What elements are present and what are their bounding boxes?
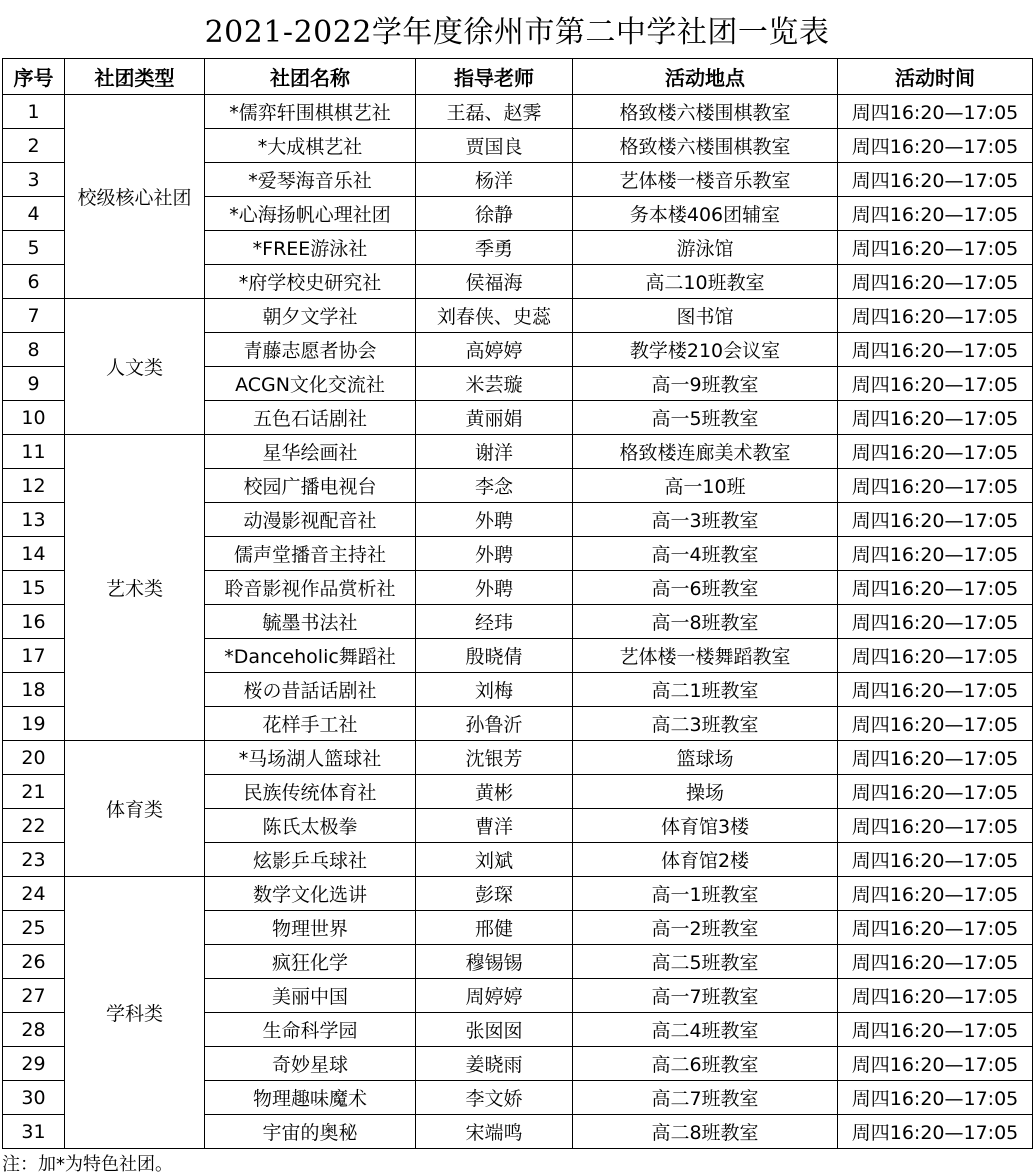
activity-time: 周四16:20—17:05 <box>838 95 1033 129</box>
teacher-name: 刘斌 <box>416 843 573 877</box>
activity-time: 周四16:20—17:05 <box>838 775 1033 809</box>
club-name: 青藤志愿者协会 <box>205 333 416 367</box>
club-name: 生命科学园 <box>205 1013 416 1047</box>
club-name: *心海扬帆心理社团 <box>205 197 416 231</box>
row-number: 3 <box>3 163 65 197</box>
activity-location: 高二1班教室 <box>573 673 838 707</box>
row-number: 28 <box>3 1013 65 1047</box>
teacher-name: 侯福海 <box>416 265 573 299</box>
activity-location: 格致楼六楼围棋教室 <box>573 95 838 129</box>
teacher-name: 彭琛 <box>416 877 573 911</box>
club-table <box>2 58 1033 1149</box>
teacher-name: 贾国良 <box>416 129 573 163</box>
activity-location: 高一10班 <box>573 469 838 503</box>
activity-time: 周四16:20—17:05 <box>838 469 1033 503</box>
activity-location: 高二6班教室 <box>573 1047 838 1081</box>
club-name: *FREE游泳社 <box>205 231 416 265</box>
club-name: 民族传统体育社 <box>205 775 416 809</box>
teacher-name: 外聘 <box>416 537 573 571</box>
activity-location: 篮球场 <box>573 741 838 775</box>
teacher-name: 刘梅 <box>416 673 573 707</box>
club-name: 动漫影视配音社 <box>205 503 416 537</box>
teacher-name: 曹洋 <box>416 809 573 843</box>
activity-location: 艺体楼一楼音乐教室 <box>573 163 838 197</box>
activity-time: 周四16:20—17:05 <box>838 197 1033 231</box>
club-name: ACGN文化交流社 <box>205 367 416 401</box>
header-location: 活动地点 <box>573 59 838 95</box>
row-number: 16 <box>3 605 65 639</box>
activity-time: 周四16:20—17:05 <box>838 843 1033 877</box>
header-time: 活动时间 <box>838 59 1033 95</box>
activity-location: 高一6班教室 <box>573 571 838 605</box>
activity-location: 高二10班教室 <box>573 265 838 299</box>
club-name: 疯狂化学 <box>205 945 416 979</box>
activity-time: 周四16:20—17:05 <box>838 571 1033 605</box>
activity-location: 高一8班教室 <box>573 605 838 639</box>
teacher-name: 黄丽娟 <box>416 401 573 435</box>
club-category: 学科类 <box>65 877 205 1149</box>
teacher-name: 李文娇 <box>416 1081 573 1115</box>
activity-location: 体育馆3楼 <box>573 809 838 843</box>
footnote: 注：加*为特色社团。 <box>2 1154 173 1175</box>
teacher-name: 外聘 <box>416 503 573 537</box>
club-name: *Danceholic舞蹈社 <box>205 639 416 673</box>
teacher-name: 李念 <box>416 469 573 503</box>
activity-time: 周四16:20—17:05 <box>838 265 1033 299</box>
row-number: 21 <box>3 775 65 809</box>
club-name: *府学校史研究社 <box>205 265 416 299</box>
row-number: 20 <box>3 741 65 775</box>
teacher-name: 张囡囡 <box>416 1013 573 1047</box>
row-number: 2 <box>3 129 65 163</box>
table-row <box>3 299 1033 333</box>
activity-time: 周四16:20—17:05 <box>838 639 1033 673</box>
teacher-name: 刘春侠、史蕊 <box>416 299 573 333</box>
row-number: 23 <box>3 843 65 877</box>
teacher-name: 王磊、赵霁 <box>416 95 573 129</box>
table-header-row <box>3 59 1033 95</box>
teacher-name: 徐静 <box>416 197 573 231</box>
teacher-name: 经玮 <box>416 605 573 639</box>
club-category: 校级核心社团 <box>65 95 205 299</box>
activity-location: 高一7班教室 <box>573 979 838 1013</box>
activity-time: 周四16:20—17:05 <box>838 299 1033 333</box>
club-name: 花样手工社 <box>205 707 416 741</box>
club-name: *儒弈轩围棋棋艺社 <box>205 95 416 129</box>
club-name: 儒声堂播音主持社 <box>205 537 416 571</box>
row-number: 9 <box>3 367 65 401</box>
teacher-name: 周婷婷 <box>416 979 573 1013</box>
activity-location: 高二7班教室 <box>573 1081 838 1115</box>
activity-time: 周四16:20—17:05 <box>838 911 1033 945</box>
activity-location: 高一1班教室 <box>573 877 838 911</box>
row-number: 24 <box>3 877 65 911</box>
row-number: 19 <box>3 707 65 741</box>
teacher-name: 穆锡锡 <box>416 945 573 979</box>
activity-time: 周四16:20—17:05 <box>838 979 1033 1013</box>
row-number: 4 <box>3 197 65 231</box>
activity-location: 高一4班教室 <box>573 537 838 571</box>
teacher-name: 黄彬 <box>416 775 573 809</box>
activity-time: 周四16:20—17:05 <box>838 877 1033 911</box>
club-name: 宇宙的奥秘 <box>205 1115 416 1149</box>
row-number: 7 <box>3 299 65 333</box>
activity-time: 周四16:20—17:05 <box>838 435 1033 469</box>
activity-location: 游泳馆 <box>573 231 838 265</box>
club-name: 数学文化选讲 <box>205 877 416 911</box>
activity-location: 高二5班教室 <box>573 945 838 979</box>
club-name: 物理世界 <box>205 911 416 945</box>
club-category: 艺术类 <box>65 435 205 741</box>
activity-time: 周四16:20—17:05 <box>838 129 1033 163</box>
row-number: 30 <box>3 1081 65 1115</box>
activity-time: 周四16:20—17:05 <box>838 1013 1033 1047</box>
activity-time: 周四16:20—17:05 <box>838 333 1033 367</box>
activity-time: 周四16:20—17:05 <box>838 1115 1033 1149</box>
row-number: 18 <box>3 673 65 707</box>
activity-time: 周四16:20—17:05 <box>838 673 1033 707</box>
activity-location: 高一5班教室 <box>573 401 838 435</box>
row-number: 29 <box>3 1047 65 1081</box>
table-row <box>3 95 1033 129</box>
row-number: 6 <box>3 265 65 299</box>
activity-time: 周四16:20—17:05 <box>838 605 1033 639</box>
header-club-type: 社团类型 <box>65 59 205 95</box>
row-number: 12 <box>3 469 65 503</box>
club-name: 聆音影视作品赏析社 <box>205 571 416 605</box>
activity-location: 教学楼210会议室 <box>573 333 838 367</box>
club-name: 桜の昔話话剧社 <box>205 673 416 707</box>
activity-location: 高二8班教室 <box>573 1115 838 1149</box>
club-name: 美丽中国 <box>205 979 416 1013</box>
club-category: 体育类 <box>65 741 205 877</box>
club-name: 校园广播电视台 <box>205 469 416 503</box>
club-name: 星华绘画社 <box>205 435 416 469</box>
activity-location: 高二3班教室 <box>573 707 838 741</box>
row-number: 5 <box>3 231 65 265</box>
row-number: 17 <box>3 639 65 673</box>
row-number: 13 <box>3 503 65 537</box>
club-name: 物理趣味魔术 <box>205 1081 416 1115</box>
activity-location: 高一2班教室 <box>573 911 838 945</box>
activity-location: 体育馆2楼 <box>573 843 838 877</box>
teacher-name: 外聘 <box>416 571 573 605</box>
activity-time: 周四16:20—17:05 <box>838 1047 1033 1081</box>
row-number: 27 <box>3 979 65 1013</box>
table-row <box>3 435 1033 469</box>
club-name: 朝夕文学社 <box>205 299 416 333</box>
club-name: 奇妙星球 <box>205 1047 416 1081</box>
activity-time: 周四16:20—17:05 <box>838 945 1033 979</box>
club-name: 炫影乒乓球社 <box>205 843 416 877</box>
club-name: 陈氏太极拳 <box>205 809 416 843</box>
teacher-name: 谢洋 <box>416 435 573 469</box>
teacher-name: 邢健 <box>416 911 573 945</box>
activity-location: 操场 <box>573 775 838 809</box>
row-number: 14 <box>3 537 65 571</box>
club-name: 五色石话剧社 <box>205 401 416 435</box>
teacher-name: 季勇 <box>416 231 573 265</box>
activity-location: 格致楼六楼围棋教室 <box>573 129 838 163</box>
teacher-name: 宋端鸣 <box>416 1115 573 1149</box>
teacher-name: 殷晓倩 <box>416 639 573 673</box>
row-number: 8 <box>3 333 65 367</box>
row-number: 25 <box>3 911 65 945</box>
row-number: 31 <box>3 1115 65 1149</box>
club-category: 人文类 <box>65 299 205 435</box>
header-teacher: 指导老师 <box>416 59 573 95</box>
activity-time: 周四16:20—17:05 <box>838 741 1033 775</box>
activity-location: 艺体楼一楼舞蹈教室 <box>573 639 838 673</box>
teacher-name: 孙鲁沂 <box>416 707 573 741</box>
activity-time: 周四16:20—17:05 <box>838 231 1033 265</box>
teacher-name: 沈银芳 <box>416 741 573 775</box>
club-name: *爱琴海音乐社 <box>205 163 416 197</box>
activity-location: 高一9班教室 <box>573 367 838 401</box>
row-number: 11 <box>3 435 65 469</box>
club-name: *马场湖人篮球社 <box>205 741 416 775</box>
club-name: 毓墨书法社 <box>205 605 416 639</box>
activity-time: 周四16:20—17:05 <box>838 367 1033 401</box>
table-row <box>3 877 1033 911</box>
activity-location: 图书馆 <box>573 299 838 333</box>
teacher-name: 姜晓雨 <box>416 1047 573 1081</box>
row-number: 1 <box>3 95 65 129</box>
activity-time: 周四16:20—17:05 <box>838 809 1033 843</box>
header-number: 序号 <box>3 59 65 95</box>
page-title: 2021-2022学年度徐州市第二中学社团一览表 <box>204 15 830 50</box>
table-body <box>3 95 1033 1149</box>
header-club-name: 社团名称 <box>205 59 416 95</box>
teacher-name: 米芸璇 <box>416 367 573 401</box>
activity-time: 周四16:20—17:05 <box>838 537 1033 571</box>
row-number: 10 <box>3 401 65 435</box>
row-number: 15 <box>3 571 65 605</box>
activity-time: 周四16:20—17:05 <box>838 401 1033 435</box>
activity-time: 周四16:20—17:05 <box>838 163 1033 197</box>
row-number: 26 <box>3 945 65 979</box>
club-name: *大成棋艺社 <box>205 129 416 163</box>
activity-location: 格致楼连廊美术教室 <box>573 435 838 469</box>
activity-time: 周四16:20—17:05 <box>838 503 1033 537</box>
activity-location: 务本楼406团辅室 <box>573 197 838 231</box>
teacher-name: 高婷婷 <box>416 333 573 367</box>
activity-location: 高二4班教室 <box>573 1013 838 1047</box>
activity-time: 周四16:20—17:05 <box>838 1081 1033 1115</box>
activity-location: 高一3班教室 <box>573 503 838 537</box>
table-row <box>3 741 1033 775</box>
teacher-name: 杨洋 <box>416 163 573 197</box>
row-number: 22 <box>3 809 65 843</box>
activity-time: 周四16:20—17:05 <box>838 707 1033 741</box>
